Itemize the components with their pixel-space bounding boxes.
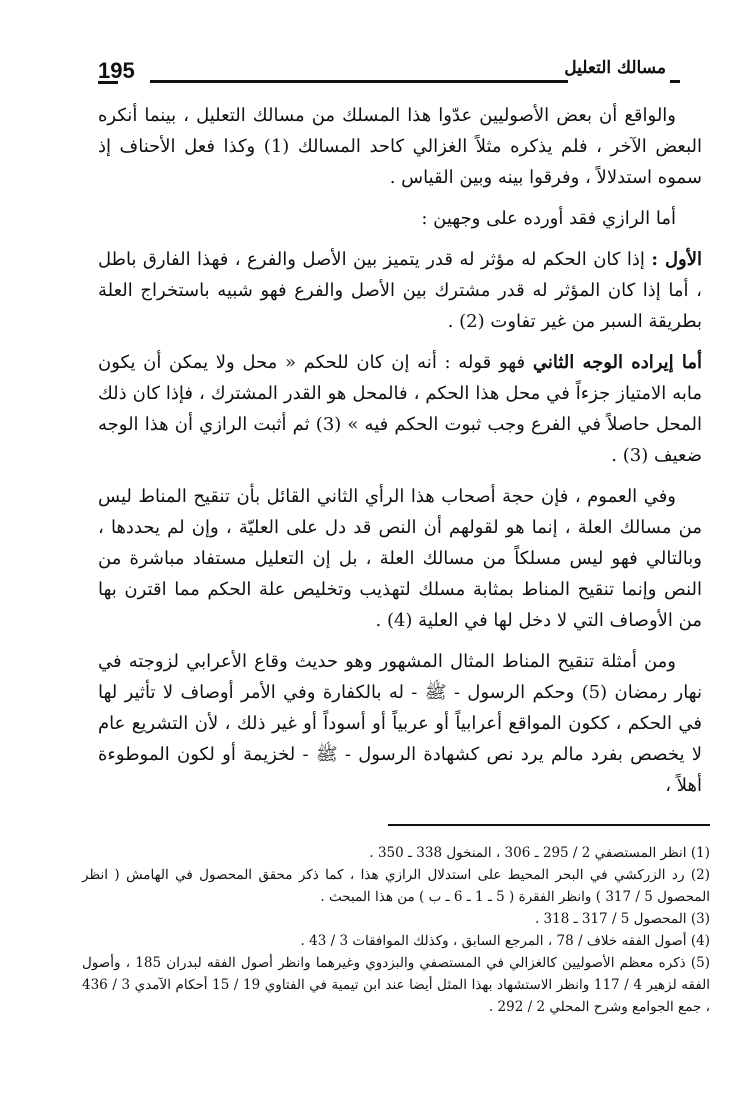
footnote-separator <box>388 824 710 826</box>
paragraph-4-lead: أما إيراده الوجه الثاني <box>532 352 702 373</box>
footnote-2: (2) رد الزركشي في البحر المحيط على استدلال الرازي هذا ، كما ذكر محقق المحصول في الهامش ( انظر المحصول 5 / 317 ) وانظر الفقرة ( 5 ـ 1 ـ 6 ـ ب ) من هذا المبحث . <box>82 867 710 905</box>
header-end-dash <box>670 80 680 83</box>
footnote-4: (4) أصول الفقه خلاف / 78 ، المرجع السابق ، وكذلك الموافقات 3 / 43 . <box>300 933 710 949</box>
page-header <box>98 58 680 98</box>
header-rule <box>150 80 568 83</box>
footnote-1: (1) انظر المستصفي 2 / 295 ـ 306 ، المنخول 338 ـ 350 . <box>369 845 710 861</box>
paragraph-3-text: إذا كان الحكم له مؤثر له قدر يتميز بين الأصل والفرع ، فهذا الفارق باطل ، أما إذا كان المؤثر له قدر مشترك بين الأصل والفرع فهو شبيه باستخراج العلة بطريقة السبر من غير تفاوت (2) . <box>98 249 702 332</box>
page-number: 195 <box>98 58 135 83</box>
footnote-5: (5) ذكره معظم الأصوليين كالغزالي في المستصفي والبزدوي وغيرهما وانظر أصول الفقه لبدران 185 ، وأصول الفقه لزهير 4 / 117 وانظر الاستشهاد بهذا المثل أيضا عند ابن تيمية في الفتاوي 19 / 15 أحكام الآمدي 3 / 436 ، جمع الجوامع وشرح المحلي 2 / 292 . <box>82 955 711 1015</box>
paragraph-6: ومن أمثلة تنقيح المناط المثال المشهور وهو حديث وقاع الأعرابي لزوجته في نهار رمضان (5) وحكم الرسول - ﷺ - له بالكفارة وفي الأمر أوصاف لا تأثير لها في الحكم ، ككون المواقع أعرابياً أو عربياً أو أسوداً أو غير ذلك ، لأن التشريع عام لا يخصص بفرد مالم يرد نص كشهادة الرسول - ﷺ - لخزيمة أو لكون الموطوءة أهلاً ، <box>98 651 702 796</box>
paragraph-5: وفي العموم ، فإن حجة أصحاب هذا الرأي الثاني القائل بأن تنقيح المناط ليس من مسالك العلة ، إنما هو لقولهم أن النص قد دل على العليّة ، وإن لم يحددها ، وبالتالي فهو ليس مسلكاً من مسالك العلة ، بل إن التعليل مستفاد مباشرة من النص وإنما تنقيح المناط بمثابة مسلك لتهذيب وتخليص علة الحكم مما اقترن بها من الأوصاف التي لا دخل لها في العلية (4) . <box>98 486 702 631</box>
paragraph-4-text: فهو قوله : أنه إن كان للحكم « محل ولا يمكن أن يكون مابه الامتياز جزءاً في محل هذا الحكم ، فالمحل هو القدر المشترك ، فإذا كان ذلك المحل حاصلاً في الفرع وجب ثبوت الحكم فيه » (3) ثم أثبت الرازي أن هذا الوجه ضعيف (3) . <box>98 352 702 466</box>
running-title: مسالك التعليل <box>564 58 666 78</box>
footnotes <box>82 842 710 1018</box>
paragraph-4 <box>98 347 702 471</box>
paragraph-2: أما الرازي فقد أورده على وجهين : <box>421 208 676 229</box>
paragraph-3 <box>98 244 702 337</box>
paragraph-3-lead: الأول : <box>651 249 702 270</box>
page-number-dash <box>98 81 118 84</box>
footnote-3: (3) المحصول 5 / 317 ـ 318 . <box>534 911 710 927</box>
paragraph-1: والواقع أن بعض الأصوليين عدّوا هذا المسلك من مسالك التعليل ، بينما أنكره البعض الآخر ، فلم يذكره مثلاً الغزالي كاحد المسالك (1) وكذا فعل الأحناف إذ سموه استدلالاً ، وفرقوا بينه وبين القياس . <box>98 105 702 188</box>
main-text <box>98 100 702 801</box>
